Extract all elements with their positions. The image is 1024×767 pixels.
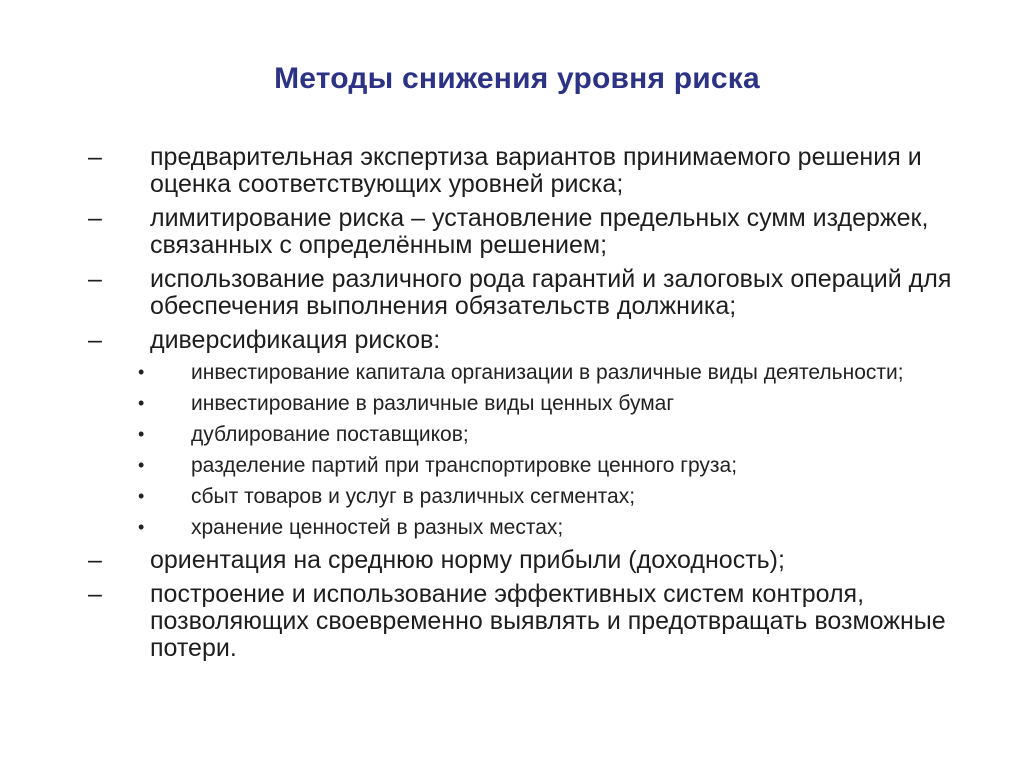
bullet-marker: •	[138, 517, 145, 537]
dash-marker: –	[88, 546, 102, 574]
list-item-text: ориентация на среднюю норму прибыли (доходность);	[150, 546, 785, 574]
sub-list-item	[88, 423, 988, 446]
list-item-text: построение и использование эффективных систем контроля, позволяющих своевременно выявлять и предотвращать возможные потери.	[150, 580, 946, 662]
slide-title: Методы снижения уровня риска	[274, 62, 760, 95]
list-item	[88, 144, 988, 198]
list-item-text: использование различного рода гарантий и залоговых операций для обеспечения выполнения обязательств должника;	[150, 265, 952, 320]
bullet-marker: •	[138, 362, 145, 382]
list-item	[88, 327, 988, 354]
sub-list-item	[88, 516, 988, 539]
list-item	[88, 547, 988, 574]
sub-list-item	[88, 485, 988, 508]
bullet-marker: •	[138, 486, 145, 506]
sub-list	[88, 361, 988, 539]
sub-list-item	[88, 454, 988, 477]
dash-marker: –	[88, 265, 102, 293]
dash-marker: –	[88, 143, 102, 171]
dash-marker: –	[88, 204, 102, 232]
sub-list-item-text: разделение партий при транспортировке ценного груза;	[191, 454, 738, 477]
sub-list-item-text: хранение ценностей в разных местах;	[191, 516, 564, 539]
sub-list-item-text: дублирование поставщиков;	[191, 423, 469, 446]
dash-marker: –	[88, 580, 102, 608]
list-item	[88, 581, 988, 662]
list-item	[88, 266, 988, 320]
list-item-text: предварительная экспертиза вариантов принимаемого решения и оценка соответствующих уровней риска;	[150, 143, 922, 198]
sub-list-item	[88, 392, 988, 415]
bullet-marker: •	[138, 455, 145, 475]
sub-list-item	[88, 361, 988, 384]
list-item-text: диверсификация рисков:	[150, 326, 441, 354]
bullet-marker: •	[138, 393, 145, 413]
list-item-text: лимитирование риска – установление предельных сумм издержек, связанных с определённым решением;	[150, 204, 929, 259]
bullet-marker: •	[138, 424, 145, 444]
list-item	[88, 205, 988, 259]
sub-list-item-text: инвестирование капитала организации в различные виды деятельности;	[191, 361, 904, 384]
content-list	[88, 144, 988, 669]
sub-list-item-text: сбыт товаров и услуг в различных сегментах;	[191, 485, 636, 508]
dash-marker: –	[88, 326, 102, 354]
sub-list-item-text: инвестирование в различные виды ценных бумаг	[191, 392, 674, 415]
